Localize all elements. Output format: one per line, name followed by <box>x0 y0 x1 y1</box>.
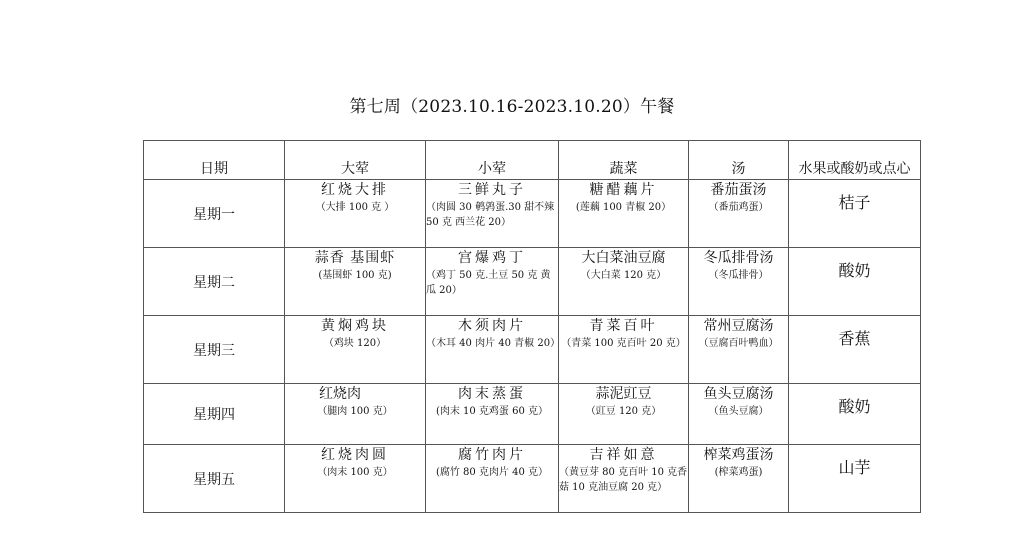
small-meat-cell <box>426 445 559 513</box>
soup-cell <box>689 180 789 248</box>
dish-note: （鸡块 120） <box>323 338 387 349</box>
table-row <box>144 180 921 248</box>
table-row <box>144 248 921 316</box>
fruit-cell: 酸奶 <box>789 248 921 316</box>
dish-name: 黄焖鸡块 <box>321 318 389 334</box>
day-cell: 星期一 <box>144 180 285 248</box>
dish-note: (莲藕 100 青椒 20） <box>575 202 672 213</box>
day-cell: 星期二 <box>144 248 285 316</box>
vegetable-cell <box>559 445 689 513</box>
dish-name: 青菜百叶 <box>589 318 658 334</box>
dish-note: （鱼头豆腐） <box>708 406 769 417</box>
vegetable-cell <box>559 180 689 248</box>
dish-name: 糖醋藕片 <box>589 182 658 198</box>
header-vegetable: 蔬菜 <box>559 141 689 180</box>
big-meat-cell <box>285 445 426 513</box>
small-meat-cell <box>426 180 559 248</box>
soup-cell <box>689 248 789 316</box>
dish-note: （青菜 100 克百叶 20 克） <box>561 338 686 349</box>
header-soup: 汤 <box>689 141 789 180</box>
small-meat-cell <box>426 248 559 316</box>
dish-name: 红烧肉 <box>319 386 361 402</box>
dish-name: 肉末蒸蛋 <box>458 386 526 402</box>
dish-name: 蒜香 基围虾 <box>314 250 396 266</box>
day-cell: 星期四 <box>144 384 285 445</box>
dish-name: 腐竹肉片 <box>458 447 526 463</box>
dish-note: （番茄鸡蛋） <box>708 202 769 213</box>
dish-note: （黄豆芽 80 克百叶 10 克香菇 10 克油豆腐 20 克） <box>559 467 688 493</box>
dish-note: （木耳 40 肉片 40 青椒 20） <box>426 338 561 349</box>
vegetable-cell <box>559 248 689 316</box>
table-header-row <box>144 141 921 180</box>
dish-note: (肉末 10 克鸡蛋 60 克） <box>435 406 549 417</box>
dish-name: 蒜泥豇豆 <box>595 386 652 402</box>
dish-note: （豆腐百叶鸭血） <box>698 338 779 349</box>
dish-note: (基围虾 100 克) <box>318 270 392 281</box>
dish-name: 榨菜鸡蛋汤 <box>703 447 774 463</box>
fruit-cell: 酸奶 <box>789 384 921 445</box>
dish-name: 三鲜丸子 <box>458 182 526 198</box>
day-cell: 星期五 <box>144 445 285 513</box>
dish-note: (腐竹 80 克肉片 40 克） <box>435 467 549 478</box>
dish-note: （腿肉 100 克） <box>317 406 393 417</box>
dish-note: （肉末 100 克） <box>317 467 393 478</box>
vegetable-cell <box>559 316 689 384</box>
soup-cell <box>689 384 789 445</box>
header-big-meat: 大荤 <box>285 141 426 180</box>
big-meat-cell <box>285 248 426 316</box>
dish-note: （冬瓜排骨） <box>708 270 769 281</box>
dish-name: 番茄蛋汤 <box>710 182 767 198</box>
big-meat-cell <box>285 316 426 384</box>
table-row <box>144 384 921 445</box>
page-title: 第七周（2023.10.16-2023.10.20）午餐 <box>349 97 675 117</box>
dish-note: （大排 100 克 ） <box>315 202 395 213</box>
dish-name: 大白菜油豆腐 <box>581 250 666 266</box>
dish-note: （肉圆 30 鹌鹑蛋.30 甜不辣 50 克 西兰花 20） <box>426 202 555 228</box>
dish-name: 鱼头豆腐汤 <box>703 386 774 402</box>
dish-name: 吉祥如意 <box>589 447 658 463</box>
dish-note: （豇豆 120 克） <box>585 406 662 417</box>
dish-note: (榨菜鸡蛋) <box>714 467 763 478</box>
small-meat-cell <box>426 316 559 384</box>
dish-note: （大白菜 120 克） <box>580 270 667 281</box>
dish-name: 木须肉片 <box>458 318 526 334</box>
header-small-meat: 小荤 <box>426 141 559 180</box>
header-date: 日期 <box>144 141 285 180</box>
fruit-cell: 山芋 <box>789 445 921 513</box>
dish-note: （鸡丁 50 克.土豆 50 克 黄瓜 20） <box>426 270 551 296</box>
vegetable-cell <box>559 384 689 445</box>
dish-name: 红烧大排 <box>321 182 389 198</box>
small-meat-cell <box>426 384 559 445</box>
dish-name: 红烧肉圆 <box>321 447 389 463</box>
header-fruit: 水果或酸奶或点心 <box>789 141 921 180</box>
table-row <box>144 445 921 513</box>
dish-name: 冬瓜排骨汤 <box>703 250 774 266</box>
dish-name: 常州豆腐汤 <box>703 318 774 334</box>
soup-cell <box>689 445 789 513</box>
table-row <box>144 316 921 384</box>
big-meat-cell <box>285 384 426 445</box>
fruit-cell: 桔子 <box>789 180 921 248</box>
dish-name: 宫爆鸡丁 <box>458 250 526 266</box>
lunch-menu-table <box>143 140 921 513</box>
day-cell: 星期三 <box>144 316 285 384</box>
big-meat-cell <box>285 180 426 248</box>
soup-cell <box>689 316 789 384</box>
fruit-cell: 香蕉 <box>789 316 921 384</box>
